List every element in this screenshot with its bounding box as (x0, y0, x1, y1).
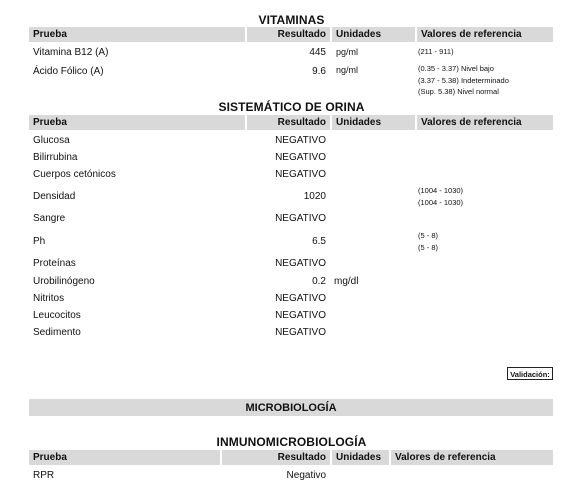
row-result: NEGATIVO (275, 293, 326, 304)
row-ref: (5 - 8) (418, 231, 439, 240)
row-name: RPR (33, 470, 55, 481)
row-result: NEGATIVO (275, 213, 326, 224)
section-title-inmuno: INMUNOMICROBIOLOGÍA (216, 435, 367, 449)
row-result: 9.6 (312, 66, 326, 77)
header-valores: Valores de referencia (391, 450, 553, 465)
row-result: 6.5 (312, 236, 326, 247)
section-title-vitaminas: VITAMINAS (258, 13, 325, 27)
section-bar-microbiologia: MICROBIOLOGÍA (29, 399, 553, 416)
row-ref: (3.37 - 5.38) Indeterminado (418, 76, 509, 85)
header-prueba: Prueba (29, 27, 245, 42)
row-unit: ng/ml (336, 65, 359, 75)
row-name: Leucocitos (33, 310, 81, 321)
row-name: Bilirrubina (33, 152, 78, 163)
row-name: Proteínas (33, 258, 76, 269)
row-name: Ph (33, 236, 46, 247)
row-result: NEGATIVO (275, 152, 326, 163)
row-name: Urobilinógeno (33, 276, 95, 287)
row-ref: (Sup. 5.38) Nivel normal (418, 87, 499, 96)
row-ref: (0.35 - 3.37) Nivel bajo (418, 64, 494, 73)
row-ref: (1004 - 1030) (418, 186, 464, 195)
row-result: NEGATIVO (275, 327, 326, 338)
row-result: Negativo (286, 470, 326, 481)
row-result: NEGATIVO (275, 258, 326, 269)
header-unidades: Unidades (332, 450, 389, 465)
row-name: Ácido Fólico (A) (33, 66, 104, 77)
row-name: Glucosa (33, 135, 70, 146)
header-valores: Valores de referencia (417, 27, 553, 42)
row-ref: (1004 - 1030) (418, 198, 464, 207)
row-name: Densidad (33, 191, 76, 202)
row-name: Sedimento (33, 327, 81, 338)
row-name: Cuerpos cetónicos (33, 169, 116, 180)
section-title-orina: SISTEMÁTICO DE ORINA (218, 100, 365, 114)
header-resultado: Resultado (247, 115, 330, 130)
row-name: Vitamina B12 (A) (33, 47, 109, 58)
row-ref: (5 - 8) (418, 243, 439, 252)
row-result: NEGATIVO (275, 169, 326, 180)
header-resultado: Resultado (222, 450, 330, 465)
header-unidades: Unidades (332, 115, 415, 130)
validacion-box: Validación: (507, 367, 553, 380)
header-prueba: Prueba (29, 450, 220, 465)
header-resultado: Resultado (247, 27, 330, 42)
row-unit: mg/dl (334, 276, 359, 287)
row-result: 1020 (303, 191, 326, 202)
row-unit: pg/ml (336, 47, 359, 57)
row-result: NEGATIVO (275, 310, 326, 321)
row-name: Nitritos (33, 293, 65, 304)
header-prueba: Prueba (29, 115, 245, 130)
row-result: NEGATIVO (275, 135, 326, 146)
header-valores: Valores de referencia (417, 115, 553, 130)
row-result: 445 (309, 47, 326, 58)
row-name: Sangre (33, 213, 66, 224)
row-result: 0.2 (312, 276, 326, 287)
row-ref: (211 - 911) (418, 47, 454, 56)
header-unidades: Unidades (332, 27, 415, 42)
